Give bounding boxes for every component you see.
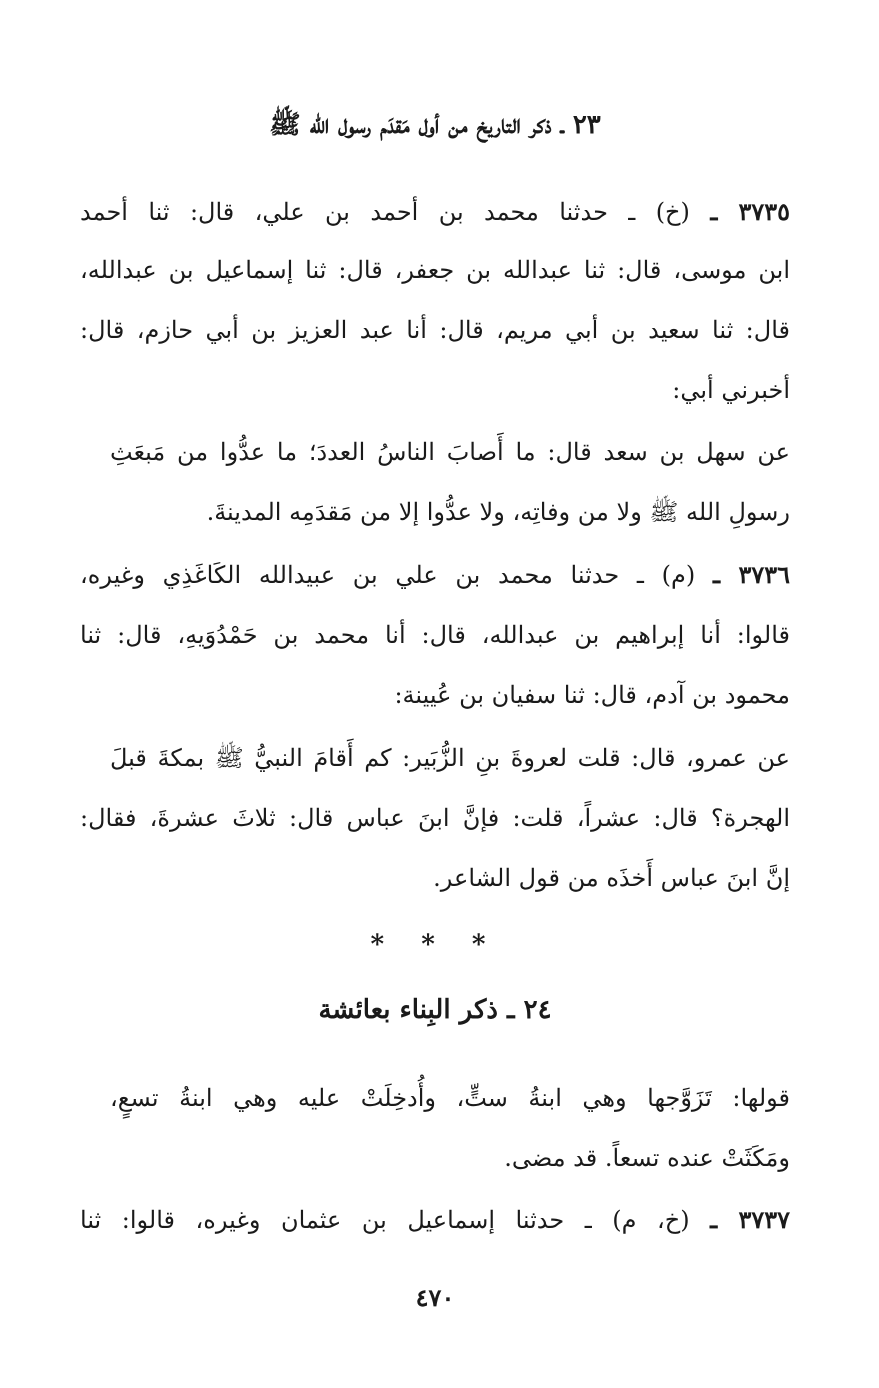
hadith-3735-isnad-1: (خ) ـ حدثنا محمد بن أحمد بن علي، قال: ثنا أحمد [80,198,690,226]
hadith-3735-number: ٣٧٣٥ ـ [710,197,791,226]
section-23-heading: ٢٣ ـ ذكر التاريخ من أول مَقدَم رسول الله ﷺ [269,110,601,140]
hadith-3735-line-4: أخبرني أبي: [672,376,790,404]
hadith-3735-matn-2: رسولِ الله ﷺ ولا من وفاتِه، ولا عدُّوا إلا من مَقدَمِه المدينةَ. [206,498,790,526]
section-24-text-1: قولها: تَزَوَّجها وهي ابنةُ ستٍّ، وأُدخِلَتْ عليه وهي ابنةُ تسعٍ، [110,1084,790,1112]
hadith-3736-line-3: محمود بن آدم، قال: ثنا سفيان بن عُيينة: [394,681,790,709]
hadith-3737-number: ٣٧٣٧ ـ [710,1205,791,1234]
hadith-3736-number: ٣٧٣٦ ـ [712,560,790,589]
hadith-3736-matn-1: عن عمرو، قال: قلت لعروةَ بنِ الزُّبَير: كم أَقامَ النبيُّ ﷺ بمكةَ قبلَ [110,744,790,772]
hadith-3736-isnad-1: (م) ـ حدثنا محمد بن علي بن عبيدالله الكَاغَذِي وغيره، [80,561,696,589]
hadith-3736-matn-2: الهجرة؟ قال: عشراً، قلت: فإنَّ ابنَ عباس قال: ثلاثَ عشرةَ، فقال: [80,804,790,832]
hadith-3737-isnad-1: (خ، م) ـ حدثنا إسماعيل بن عثمان وغيره، قالوا: ثنا [80,1206,690,1234]
hadith-3735-matn-1: عن سهل بن سعد قال: ما أَصابَ الناسُ العددَ؛ ما عدُّوا من مَبعَثِ [110,438,790,466]
hadith-3735-line-3: قال: ثنا سعيد بن أبي مريم، قال: أنا عبد العزيز بن أبي حازم، قال: [80,316,790,344]
hadith-3735-line-1 [80,192,790,232]
hadith-3736-line-1 [80,555,790,595]
hadith-3736-matn-3: إنَّ ابنَ عباس أَخذَه من قول الشاعر. [433,864,790,892]
hadith-3735-line-2: ابن موسى، قال: ثنا عبدالله بن جعفر، قال: ثنا إسماعيل بن عبدالله، [80,256,790,284]
section-24-heading: ٢٤ ـ ذكر البِناء بعائشة [318,995,552,1025]
hadith-3737-line-1 [80,1200,790,1240]
hadith-3736-line-2: قالوا: أنا إبراهيم بن عبدالله، قال: أنا محمد بن حَمْدُوَيهِ، قال: ثنا [80,621,790,649]
page-number: ٤٧٠ [415,1283,455,1312]
section-separator: * * * [370,930,500,960]
section-24-text-2: ومَكَثَتْ عنده تسعاً. قد مضى. [504,1144,790,1172]
